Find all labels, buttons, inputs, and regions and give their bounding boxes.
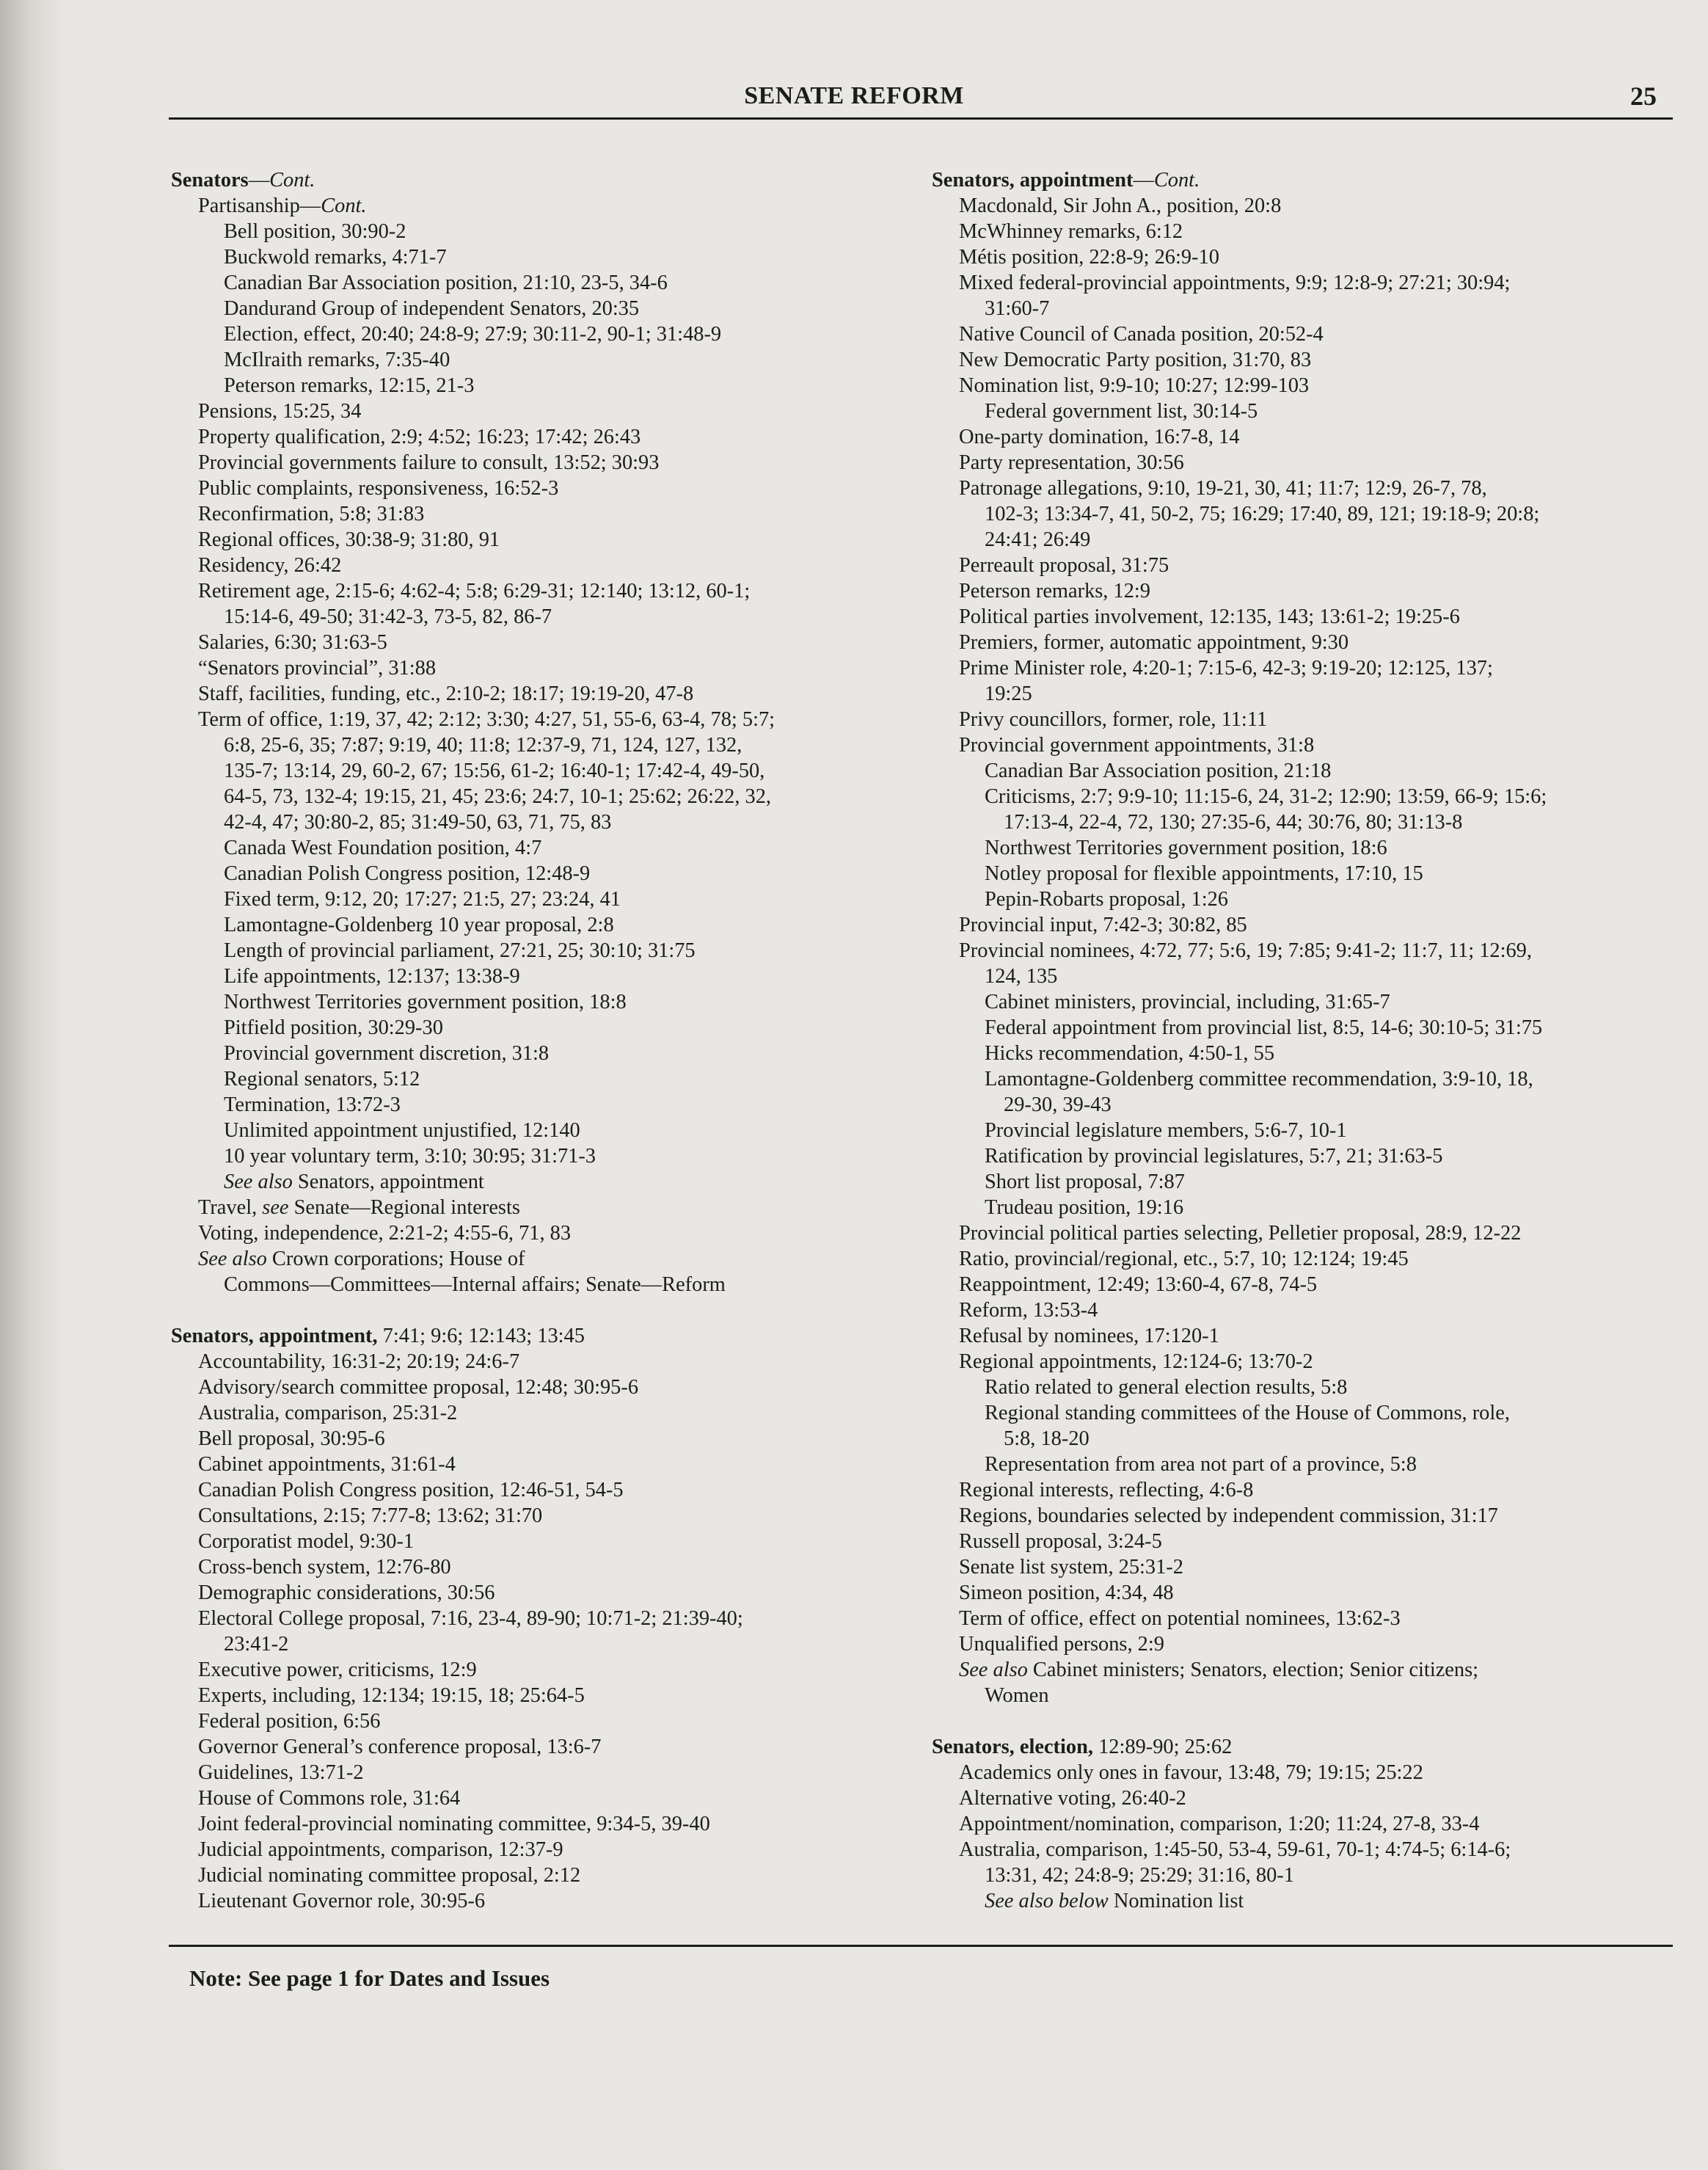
index-cross-reference-text: Cont. bbox=[321, 194, 367, 217]
index-entry-text: One-party domination, 16:7-8, 14 bbox=[959, 426, 1240, 448]
index-entry-text: Joint federal-provincial nominating committee, 9:34-5, 39-40 bbox=[198, 1813, 710, 1835]
index-entry bbox=[171, 1220, 919, 1246]
index-entry bbox=[171, 886, 919, 912]
footer-note: Note: See page 1 for Dates and Issues bbox=[189, 1965, 550, 1991]
index-cross-reference-text: See also below bbox=[985, 1890, 1109, 1912]
index-entry bbox=[932, 912, 1673, 938]
index-entry bbox=[932, 450, 1673, 476]
index-entry-text: McWhinney remarks, 6:12 bbox=[959, 220, 1183, 243]
index-entry bbox=[932, 219, 1673, 244]
index-entry bbox=[932, 476, 1673, 501]
index-entry bbox=[932, 398, 1673, 424]
index-entry bbox=[932, 1683, 1673, 1708]
index-entry-text: Alternative voting, 26:40-2 bbox=[959, 1787, 1186, 1810]
index-entry-text: Canada West Foundation position, 4:7 bbox=[224, 837, 542, 859]
index-entry-text: Métis position, 22:8-9; 26:9-10 bbox=[959, 246, 1219, 269]
index-entry-text: Women bbox=[985, 1684, 1049, 1707]
index-entry bbox=[171, 1195, 919, 1220]
index-entry-text: Ratification by provincial legislatures, 5:7, 21; 31:63-5 bbox=[985, 1145, 1443, 1168]
index-entry-text: Senate—Regional interests bbox=[288, 1196, 520, 1219]
index-entry-text: 12:89-90; 25:62 bbox=[1093, 1736, 1233, 1758]
index-entry bbox=[171, 1683, 919, 1708]
page-number: 25 bbox=[1630, 81, 1657, 111]
index-entry-text: Buckwold remarks, 4:71-7 bbox=[224, 246, 447, 269]
index-entry-text: 29-30, 39-43 bbox=[1004, 1093, 1112, 1116]
index-entry bbox=[932, 1580, 1673, 1606]
index-entry bbox=[171, 244, 919, 270]
index-entry-text: Reappointment, 12:49; 13:60-4, 67-8, 74-5 bbox=[959, 1273, 1318, 1296]
index-entry-text: Fixed term, 9:12, 20; 17:27; 21:5, 27; 23:24, 41 bbox=[224, 888, 621, 911]
index-entry-text: New Democratic Party position, 31:70, 83 bbox=[959, 349, 1312, 371]
index-entry-text: Public complaints, responsiveness, 16:52-3 bbox=[198, 477, 559, 500]
index-entry-text: Federal position, 6:56 bbox=[198, 1710, 381, 1733]
index-entry-text: 23:41-2 bbox=[224, 1633, 289, 1656]
index-entry bbox=[171, 1400, 919, 1426]
index-entry bbox=[171, 655, 919, 681]
index-entry-text: 31:60-7 bbox=[985, 297, 1050, 320]
index-entry-text: Experts, including, 12:134; 19:15, 18; 25:64-5 bbox=[198, 1684, 585, 1707]
index-entry bbox=[932, 1220, 1673, 1246]
index-entry-text: Salaries, 6:30; 31:63-5 bbox=[198, 631, 387, 654]
index-entry-text: Provincial government appointments, 31:8 bbox=[959, 734, 1315, 757]
index-entry bbox=[171, 321, 919, 347]
index-entry-text: Australia, comparison, 25:31-2 bbox=[198, 1402, 458, 1424]
index-entry bbox=[171, 1760, 919, 1785]
index-entry bbox=[932, 373, 1673, 398]
index-entry bbox=[171, 989, 919, 1015]
index-entry bbox=[171, 912, 919, 938]
index-entry-text: Cabinet appointments, 31:61-4 bbox=[198, 1453, 456, 1476]
index-entry bbox=[932, 527, 1673, 553]
index-entry bbox=[932, 1041, 1673, 1066]
index-entry-text: Northwest Territories government position, 18:6 bbox=[985, 837, 1387, 859]
index-entry bbox=[171, 1888, 919, 1914]
index-entry bbox=[932, 1863, 1673, 1888]
index-entry bbox=[932, 655, 1673, 681]
index-entry-text: Cabinet ministers; Senators, election; Senior citizens; bbox=[1027, 1659, 1479, 1681]
index-entry bbox=[932, 835, 1673, 861]
index-entry-text: 135-7; 13:14, 29, 60-2, 67; 15:56, 61-2; 16:40-1; 17:42-4, 49-50, bbox=[224, 760, 765, 782]
index-entry-text: 124, 135 bbox=[985, 965, 1058, 988]
index-entry-text: Term of office, 1:19, 37, 42; 2:12; 3:30; 4:27, 51, 55-6, 63-4, 78; 5:7; bbox=[198, 708, 775, 731]
index-entry bbox=[171, 1606, 919, 1631]
index-entry-text: Party representation, 30:56 bbox=[959, 451, 1184, 474]
index-entry bbox=[171, 1734, 919, 1760]
index-entry bbox=[171, 1452, 919, 1477]
index-entry bbox=[932, 784, 1673, 809]
index-entry bbox=[171, 270, 919, 296]
index-entry-text: Refusal by nominees, 17:120-1 bbox=[959, 1325, 1219, 1347]
index-entry bbox=[932, 964, 1673, 989]
index-entry bbox=[171, 1863, 919, 1888]
index-entry-text: Nomination list bbox=[1108, 1890, 1244, 1912]
index-entry-text: Senators, appointment bbox=[932, 169, 1134, 192]
index-entry-text: Retirement age, 2:15-6; 4:62-4; 5:8; 6:29-31; 12:140; 13:12, 60-1; bbox=[198, 580, 751, 602]
index-entry-text: Pensions, 15:25, 34 bbox=[198, 400, 362, 423]
index-entry-text: Election, effect, 20:40; 24:8-9; 27:9; 30:11-2, 90-1; 31:48-9 bbox=[224, 323, 722, 346]
index-entry bbox=[171, 1143, 919, 1169]
index-entry bbox=[932, 886, 1673, 912]
index-entry bbox=[171, 1580, 919, 1606]
index-entry-text: Regional standing committees of the House of Commons, role, bbox=[985, 1402, 1510, 1424]
index-entry bbox=[932, 1452, 1673, 1477]
index-entry-text: Senators, appointment, bbox=[171, 1325, 378, 1347]
index-entry bbox=[171, 1529, 919, 1554]
index-entry bbox=[171, 1477, 919, 1503]
index-entry bbox=[932, 244, 1673, 270]
index-entry bbox=[932, 681, 1673, 707]
index-entry-text: McIlraith remarks, 7:35-40 bbox=[224, 349, 450, 371]
index-entry-text: Consultations, 2:15; 7:77-8; 13:62; 31:70 bbox=[198, 1504, 543, 1527]
index-entry-text: 42-4, 47; 30:80-2, 85; 31:49-50, 63, 71, 75, 83 bbox=[224, 811, 612, 834]
index-entry bbox=[932, 604, 1673, 630]
index-entry-text: Criticisms, 2:7; 9:9-10; 11:15-6, 24, 31-2; 12:90; 13:59, 66-9; 15:6; bbox=[985, 785, 1547, 808]
index-entry-text: Premiers, former, automatic appointment, 9:30 bbox=[959, 631, 1349, 654]
index-entry bbox=[171, 1837, 919, 1863]
index-entry bbox=[171, 553, 919, 578]
index-entry bbox=[932, 1631, 1673, 1657]
index-entry bbox=[932, 1837, 1673, 1863]
index-entry bbox=[932, 989, 1673, 1015]
index-entry-text: Lamontagne-Goldenberg 10 year proposal, 2:8 bbox=[224, 914, 614, 936]
index-entry-text: Provincial political parties selecting, Pelletier proposal, 28:9, 12-22 bbox=[959, 1222, 1522, 1245]
index-entry bbox=[171, 681, 919, 707]
index-entry-text: Governor General’s conference proposal, 13:6-7 bbox=[198, 1736, 602, 1758]
index-entry-text: — bbox=[248, 169, 270, 192]
index-entry bbox=[171, 501, 919, 527]
index-entry-text: 24:41; 26:49 bbox=[985, 528, 1091, 551]
index-entry-text: Voting, independence, 2:21-2; 4:55-6, 71, 83 bbox=[198, 1222, 572, 1245]
index-entry bbox=[932, 1554, 1673, 1580]
index-entry bbox=[171, 1708, 919, 1734]
index-entry bbox=[171, 476, 919, 501]
index-entry-text: 64-5, 73, 132-4; 19:15, 21, 45; 23:6; 24:7, 10-1; 25:62; 26:22, 32, bbox=[224, 785, 772, 808]
index-heading bbox=[171, 1323, 919, 1349]
index-entry bbox=[932, 809, 1673, 835]
index-entry bbox=[932, 861, 1673, 886]
index-cross-reference-text: See also bbox=[224, 1170, 293, 1193]
index-entry-text: Corporatist model, 9:30-1 bbox=[198, 1530, 415, 1553]
index-entry bbox=[932, 1888, 1673, 1914]
index-entry-text: Provincial government discretion, 31:8 bbox=[224, 1042, 550, 1065]
index-entry-text: House of Commons role, 31:64 bbox=[198, 1787, 461, 1810]
index-entry-text: Pepin-Robarts proposal, 1:26 bbox=[985, 888, 1228, 911]
index-entry-text: Political parties involvement, 12:135, 143; 13:61-2; 19:25-6 bbox=[959, 605, 1460, 628]
index-entry bbox=[171, 707, 919, 732]
index-entry bbox=[171, 1554, 919, 1580]
index-entry-text: Regional interests, reflecting, 4:6-8 bbox=[959, 1479, 1254, 1501]
index-entry-text: Lieutenant Governor role, 30:95-6 bbox=[198, 1890, 486, 1912]
index-entry-text: Peterson remarks, 12:9 bbox=[959, 580, 1150, 602]
index-entry-text: 5:8, 18-20 bbox=[1004, 1427, 1090, 1450]
index-entry-text: Nomination list, 9:9-10; 10:27; 12:99-103 bbox=[959, 374, 1310, 397]
index-entry bbox=[171, 938, 919, 964]
index-entry bbox=[932, 1195, 1673, 1220]
index-entry bbox=[932, 1760, 1673, 1785]
index-entry bbox=[171, 732, 919, 758]
index-entry-text: Crown corporations; House of bbox=[266, 1248, 525, 1270]
index-heading bbox=[932, 1734, 1673, 1760]
index-entry-text: Provincial input, 7:42-3; 30:82, 85 bbox=[959, 914, 1247, 936]
index-entry bbox=[171, 193, 919, 219]
index-entry-text: 19:25 bbox=[985, 682, 1032, 705]
index-entry-text: Judicial nominating committee proposal, 2:12 bbox=[198, 1864, 581, 1887]
index-entry bbox=[171, 347, 919, 373]
index-entry-text: Advisory/search committee proposal, 12:48; 30:95-6 bbox=[198, 1376, 639, 1399]
index-entry bbox=[171, 1426, 919, 1452]
index-entry-text: Provincial governments failure to consult, 13:52; 30:93 bbox=[198, 451, 660, 474]
index-entry-text: Dandurand Group of independent Senators, 20:35 bbox=[224, 297, 640, 320]
index-spacer bbox=[932, 1708, 1673, 1734]
index-entry bbox=[171, 1015, 919, 1041]
index-entry bbox=[932, 1657, 1673, 1683]
index-entry-text: Academics only ones in favour, 13:48, 79; 19:15; 25:22 bbox=[959, 1761, 1423, 1784]
index-entry-text: Cabinet ministers, provincial, including, 31:65-7 bbox=[985, 991, 1390, 1013]
index-entry-text: 7:41; 9:6; 12:143; 13:45 bbox=[377, 1325, 585, 1347]
index-entry-text: Regional senators, 5:12 bbox=[224, 1068, 420, 1091]
index-entry bbox=[932, 1349, 1673, 1375]
index-entry-text: Regional appointments, 12:124-6; 13:70-2 bbox=[959, 1350, 1313, 1373]
index-entry bbox=[171, 398, 919, 424]
index-entry-text: Patronage allegations, 9:10, 19-21, 30, 41; 11:7; 12:9, 26-7, 78, bbox=[959, 477, 1487, 500]
index-entry bbox=[932, 296, 1673, 321]
index-entry bbox=[171, 784, 919, 809]
index-entry bbox=[171, 1092, 919, 1118]
index-entry-text: Term of office, effect on potential nominees, 13:62-3 bbox=[959, 1607, 1401, 1630]
index-entry-text: Accountability, 16:31-2; 20:19; 24:6-7 bbox=[198, 1350, 520, 1373]
index-entry-text: Appointment/nomination, comparison, 1:20; 11:24, 27-8, 33-4 bbox=[959, 1813, 1480, 1835]
index-entry-text: Provincial nominees, 4:72, 77; 5:6, 19; 7:85; 9:41-2; 11:7, 11; 12:69, bbox=[959, 939, 1532, 962]
index-entry-text: Senators bbox=[171, 169, 249, 192]
index-entry-text: Privy councillors, former, role, 11:11 bbox=[959, 708, 1268, 731]
index-entry bbox=[932, 193, 1673, 219]
index-cross-reference-text: see bbox=[262, 1196, 289, 1219]
index-entry bbox=[171, 604, 919, 630]
index-entry-text: Prime Minister role, 4:20-1; 7:15-6, 42-3; 9:19-20; 12:125, 137; bbox=[959, 657, 1493, 680]
index-entry-text: 17:13-4, 22-4, 72, 130; 27:35-6, 44; 30:76, 80; 31:13-8 bbox=[1004, 811, 1463, 834]
index-entry-text: Canadian Bar Association position, 21:10, 23-5, 34-6 bbox=[224, 272, 668, 294]
index-entry bbox=[932, 732, 1673, 758]
index-entry-text: Termination, 13:72-3 bbox=[224, 1093, 401, 1116]
index-entry-text: Partisanship— bbox=[198, 194, 321, 217]
index-entry-text: 15:14-6, 49-50; 31:42-3, 73-5, 82, 86-7 bbox=[224, 605, 552, 628]
index-entry bbox=[932, 707, 1673, 732]
index-entry bbox=[932, 578, 1673, 604]
index-entry bbox=[932, 630, 1673, 655]
index-entry bbox=[932, 1400, 1673, 1426]
index-entry bbox=[932, 758, 1673, 784]
index-entry bbox=[171, 1169, 919, 1195]
index-entry bbox=[932, 347, 1673, 373]
index-entry bbox=[932, 1246, 1673, 1272]
index-entry-text: Perreault proposal, 31:75 bbox=[959, 554, 1169, 577]
index-entry bbox=[932, 1503, 1673, 1529]
index-entry bbox=[171, 1118, 919, 1143]
index-entry bbox=[171, 1272, 919, 1297]
index-entry-text: Unqualified persons, 2:9 bbox=[959, 1633, 1164, 1656]
index-entry bbox=[932, 553, 1673, 578]
index-entry bbox=[171, 964, 919, 989]
index-cross-reference-text: Cont. bbox=[1153, 169, 1200, 192]
index-entry-text: Russell proposal, 3:24-5 bbox=[959, 1530, 1162, 1553]
index-cross-reference-text: See also bbox=[959, 1659, 1028, 1681]
index-entry bbox=[171, 1657, 919, 1683]
index-entry bbox=[171, 373, 919, 398]
index-entry-text: — bbox=[1133, 169, 1154, 192]
index-entry-text: 6:8, 25-6, 35; 7:87; 9:19, 40; 11:8; 12:37-9, 71, 124, 127, 132, bbox=[224, 734, 742, 757]
index-entry bbox=[171, 1066, 919, 1092]
index-entry-text: 10 year voluntary term, 3:10; 30:95; 31:71-3 bbox=[224, 1145, 596, 1168]
index-entry bbox=[932, 1785, 1673, 1811]
index-entry-text: Residency, 26:42 bbox=[198, 554, 342, 577]
index-entry-text: Macdonald, Sir John A., position, 20:8 bbox=[959, 194, 1282, 217]
page-binding-shadow bbox=[0, 0, 66, 2170]
index-entry-text: Executive power, criticisms, 12:9 bbox=[198, 1659, 477, 1681]
index-entry-text: Regional offices, 30:38-9; 31:80, 91 bbox=[198, 528, 500, 551]
index-entry bbox=[171, 296, 919, 321]
index-entry-text: Federal government list, 30:14-5 bbox=[985, 400, 1258, 423]
index-entry-text: Notley proposal for flexible appointments, 17:10, 15 bbox=[985, 862, 1423, 885]
index-entry-text: Mixed federal-provincial appointments, 9:9; 12:8-9; 27:21; 30:94; bbox=[959, 272, 1511, 294]
index-entry-text: Guidelines, 13:71-2 bbox=[198, 1761, 364, 1784]
index-entry bbox=[932, 1606, 1673, 1631]
footer-rule bbox=[169, 1945, 1673, 1947]
index-entry bbox=[932, 938, 1673, 964]
index-entry-text: Trudeau position, 19:16 bbox=[985, 1196, 1184, 1219]
index-entry-text: Electoral College proposal, 7:16, 23-4, 89-90; 10:71-2; 21:39-40; bbox=[198, 1607, 743, 1630]
index-spacer bbox=[171, 1297, 919, 1323]
index-entry bbox=[171, 1785, 919, 1811]
index-entry bbox=[171, 1041, 919, 1066]
index-entry-text: Canadian Polish Congress position, 12:46-51, 54-5 bbox=[198, 1479, 624, 1501]
index-column-right bbox=[932, 167, 1673, 1914]
index-entry-text: Commons—Committees—Internal affairs; Senate—Reform bbox=[224, 1273, 726, 1296]
index-entry-text: Representation from area not part of a province, 5:8 bbox=[985, 1453, 1417, 1476]
index-entry bbox=[932, 1426, 1673, 1452]
index-entry-text: Ratio related to general election results, 5:8 bbox=[985, 1376, 1348, 1399]
index-entry-text: Unlimited appointment unjustified, 12:140 bbox=[224, 1119, 580, 1142]
index-entry bbox=[171, 1375, 919, 1400]
index-entry bbox=[171, 758, 919, 784]
index-heading bbox=[932, 167, 1673, 193]
index-entry bbox=[171, 1503, 919, 1529]
index-entry bbox=[171, 861, 919, 886]
index-entry bbox=[932, 1811, 1673, 1837]
index-entry-text: Demographic considerations, 30:56 bbox=[198, 1581, 495, 1604]
index-entry bbox=[171, 527, 919, 553]
index-entry-text: Federal appointment from provincial list, 8:5, 14-6; 30:10-5; 31:75 bbox=[985, 1016, 1543, 1039]
index-entry-text: 13:31, 42; 24:8-9; 25:29; 31:16, 80-1 bbox=[985, 1864, 1294, 1887]
index-entry bbox=[171, 1349, 919, 1375]
index-cross-reference-text: See also bbox=[198, 1248, 267, 1270]
index-entry bbox=[171, 424, 919, 450]
index-entry-text: Short list proposal, 7:87 bbox=[985, 1170, 1185, 1193]
index-entry bbox=[932, 270, 1673, 296]
index-entry bbox=[932, 1323, 1673, 1349]
index-cross-reference-text: Cont. bbox=[269, 169, 315, 192]
index-entry bbox=[932, 1375, 1673, 1400]
index-entry-text: Lamontagne-Goldenberg committee recommendation, 3:9-10, 18, bbox=[985, 1068, 1533, 1091]
index-entry-text: Bell position, 30:90-2 bbox=[224, 220, 406, 243]
running-header-title: SENATE REFORM bbox=[744, 82, 964, 109]
index-entry bbox=[171, 450, 919, 476]
index-entry-text: Length of provincial parliament, 27:21, 25; 30:10; 31:75 bbox=[224, 939, 696, 962]
index-entry bbox=[932, 1143, 1673, 1169]
index-entry-text: Life appointments, 12:137; 13:38-9 bbox=[224, 965, 520, 988]
index-entry-text: Reconfirmation, 5:8; 31:83 bbox=[198, 503, 425, 525]
index-entry bbox=[932, 1169, 1673, 1195]
index-entry bbox=[932, 1092, 1673, 1118]
index-entry bbox=[171, 578, 919, 604]
index-entry-text: Australia, comparison, 1:45-50, 53-4, 59-61, 70-1; 4:74-5; 6:14-6; bbox=[959, 1838, 1511, 1861]
index-entry-text: Canadian Polish Congress position, 12:48-9 bbox=[224, 862, 591, 885]
index-entry bbox=[932, 1477, 1673, 1503]
index-entry-text: Bell proposal, 30:95-6 bbox=[198, 1427, 385, 1450]
index-entry-text: “Senators provincial”, 31:88 bbox=[198, 657, 437, 680]
index-entry bbox=[932, 1118, 1673, 1143]
index-entry bbox=[932, 321, 1673, 347]
index-entry bbox=[171, 1246, 919, 1272]
index-entry bbox=[932, 1272, 1673, 1297]
index-entry-text: Regions, boundaries selected by independent commission, 31:17 bbox=[959, 1504, 1498, 1527]
index-entry-text: Senators, election, bbox=[932, 1736, 1093, 1758]
index-entry-text: Judicial appointments, comparison, 12:37-9 bbox=[198, 1838, 563, 1861]
index-entry bbox=[171, 219, 919, 244]
index-entry bbox=[171, 1811, 919, 1837]
index-entry bbox=[171, 835, 919, 861]
index-entry-text: Hicks recommendation, 4:50-1, 55 bbox=[985, 1042, 1275, 1065]
index-entry-text: Northwest Territories government position, 18:8 bbox=[224, 991, 627, 1013]
index-heading bbox=[171, 167, 919, 193]
header-rule bbox=[169, 117, 1673, 120]
index-entry-text: Provincial legislature members, 5:6-7, 10-1 bbox=[985, 1119, 1347, 1142]
index-entry-text: Peterson remarks, 12:15, 21-3 bbox=[224, 374, 475, 397]
index-entry-text: Simeon position, 4:34, 48 bbox=[959, 1581, 1174, 1604]
index-entry-text: 102-3; 13:34-7, 41, 50-2, 75; 16:29; 17:40, 89, 121; 19:18-9; 20:8; bbox=[985, 503, 1540, 525]
index-entry bbox=[932, 424, 1673, 450]
index-entry-text: Ratio, provincial/regional, etc., 5:7, 10; 12:124; 19:45 bbox=[959, 1248, 1409, 1270]
index-entry bbox=[932, 501, 1673, 527]
index-entry-text: Native Council of Canada position, 20:52-4 bbox=[959, 323, 1324, 346]
index-entry-text: Property qualification, 2:9; 4:52; 16:23; 17:42; 26:43 bbox=[198, 426, 641, 448]
index-entry bbox=[932, 1529, 1673, 1554]
index-entry-text: Canadian Bar Association position, 21:18 bbox=[985, 760, 1332, 782]
index-entry-text: Cross-bench system, 12:76-80 bbox=[198, 1556, 451, 1579]
index-entry bbox=[932, 1066, 1673, 1092]
index-entry-text: Senate list system, 25:31-2 bbox=[959, 1556, 1183, 1579]
index-entry-text: Pitfield position, 30:29-30 bbox=[224, 1016, 443, 1039]
index-entry-text: Senators, appointment bbox=[292, 1170, 484, 1193]
index-entry bbox=[932, 1015, 1673, 1041]
index-entry-text: Reform, 13:53-4 bbox=[959, 1299, 1098, 1322]
index-entry bbox=[171, 1631, 919, 1657]
index-entry bbox=[932, 1297, 1673, 1323]
index-entry bbox=[171, 809, 919, 835]
index-entry-text: Travel, bbox=[198, 1196, 263, 1219]
index-column-left bbox=[171, 167, 919, 1914]
index-entry bbox=[171, 630, 919, 655]
index-entry-text: Staff, facilities, funding, etc., 2:10-2; 18:17; 19:19-20, 47-8 bbox=[198, 682, 694, 705]
